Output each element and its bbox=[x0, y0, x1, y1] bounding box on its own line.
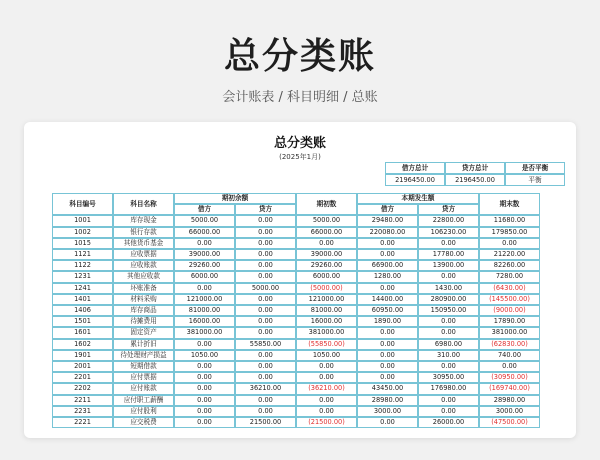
current-credit-cell: 0.00 bbox=[418, 271, 479, 282]
account-name-cell: 应交税费 bbox=[113, 417, 174, 428]
opening-credit-cell: 21500.00 bbox=[235, 417, 296, 428]
opening-debit-cell: 0.00 bbox=[174, 395, 235, 406]
ending-number-cell: (6430.00) bbox=[479, 283, 540, 294]
current-debit-cell: 14400.00 bbox=[357, 294, 418, 305]
opening-number-cell: 0.00 bbox=[296, 238, 357, 249]
account-name-cell: 库存商品 bbox=[113, 305, 174, 316]
current-debit-cell: 60950.00 bbox=[357, 305, 418, 316]
ending-number-cell: 0.00 bbox=[479, 361, 540, 372]
opening-credit-cell: 0.00 bbox=[235, 294, 296, 305]
opening-credit-cell: 0.00 bbox=[235, 238, 296, 249]
current-debit-cell: 28980.00 bbox=[357, 395, 418, 406]
current-debit-cell: 220080.00 bbox=[357, 227, 418, 238]
current-debit-cell: 43450.00 bbox=[357, 383, 418, 394]
ending-number-header: 期末数 bbox=[479, 193, 540, 215]
opening-debit-cell: 39000.00 bbox=[174, 249, 235, 260]
account-name-cell: 银行存款 bbox=[113, 227, 174, 238]
opening-debit-cell: 66000.00 bbox=[174, 227, 235, 238]
current-debit-cell: 1890.00 bbox=[357, 316, 418, 327]
account-code-cell: 2231 bbox=[52, 406, 113, 417]
opening-credit-cell: 0.00 bbox=[235, 406, 296, 417]
account-name-cell: 应付职工薪酬 bbox=[113, 395, 174, 406]
table-row bbox=[52, 316, 540, 327]
opening-debit-cell: 0.00 bbox=[174, 383, 235, 394]
ending-number-cell: (30950.00) bbox=[479, 372, 540, 383]
current-debit-cell: 0.00 bbox=[357, 238, 418, 249]
current-debit-cell: 29480.00 bbox=[357, 215, 418, 226]
table-row bbox=[52, 260, 540, 271]
ending-number-cell: 0.00 bbox=[479, 238, 540, 249]
account-name-cell: 应付股利 bbox=[113, 406, 174, 417]
account-name-cell: 应收票据 bbox=[113, 249, 174, 260]
account-name-cell: 坏账准备 bbox=[113, 283, 174, 294]
account-code-cell: 1406 bbox=[52, 305, 113, 316]
account-code-cell: 2001 bbox=[52, 361, 113, 372]
ledger-body bbox=[52, 215, 540, 428]
opening-number-cell: (36210.00) bbox=[296, 383, 357, 394]
current-credit-cell: 0.00 bbox=[418, 316, 479, 327]
opening-debit-cell: 0.00 bbox=[174, 372, 235, 383]
current-debit-cell: 0.00 bbox=[357, 372, 418, 383]
opening-number-cell: 16000.00 bbox=[296, 316, 357, 327]
account-name-cell: 其他应收款 bbox=[113, 271, 174, 282]
ending-number-cell: 17890.00 bbox=[479, 316, 540, 327]
table-row bbox=[52, 271, 540, 282]
current-credit-cell: 6980.00 bbox=[418, 339, 479, 350]
opening-number-cell: 0.00 bbox=[296, 406, 357, 417]
opening-debit-cell: 1050.00 bbox=[174, 350, 235, 361]
opening-debit-cell: 81000.00 bbox=[174, 305, 235, 316]
table-row bbox=[52, 305, 540, 316]
balance-summary-table bbox=[385, 162, 565, 186]
opening-number-cell: 121000.00 bbox=[296, 294, 357, 305]
account-name-cell: 固定资产 bbox=[113, 327, 174, 338]
account-code-cell: 1241 bbox=[52, 283, 113, 294]
account-name-cell: 应收账款 bbox=[113, 260, 174, 271]
ledger-sheet bbox=[24, 122, 576, 438]
opening-number-cell: (5000.00) bbox=[296, 283, 357, 294]
opening-debit-cell: 29260.00 bbox=[174, 260, 235, 271]
debit-total-header: 借方总计 bbox=[385, 162, 445, 174]
current-credit-cell: 17780.00 bbox=[418, 249, 479, 260]
ending-number-cell: 179850.00 bbox=[479, 227, 540, 238]
account-name-cell: 累计折旧 bbox=[113, 339, 174, 350]
opening-credit-cell: 0.00 bbox=[235, 260, 296, 271]
account-code-cell: 1015 bbox=[52, 238, 113, 249]
opening-debit-cell: 0.00 bbox=[174, 361, 235, 372]
credit-total-value: 2196450.00 bbox=[445, 174, 505, 186]
debit-total-value: 2196450.00 bbox=[385, 174, 445, 186]
table-row bbox=[52, 215, 540, 226]
opening-credit-cell: 0.00 bbox=[235, 316, 296, 327]
balanced-value: 平衡 bbox=[505, 174, 565, 186]
opening-number-cell: 6000.00 bbox=[296, 271, 357, 282]
table-row bbox=[52, 283, 540, 294]
balanced-header: 是否平衡 bbox=[505, 162, 565, 174]
opening-credit-cell: 0.00 bbox=[235, 227, 296, 238]
ending-number-cell: 11680.00 bbox=[479, 215, 540, 226]
ending-number-cell: 740.00 bbox=[479, 350, 540, 361]
current-credit-cell: 30950.00 bbox=[418, 372, 479, 383]
table-row bbox=[52, 372, 540, 383]
opening-number-cell: 0.00 bbox=[296, 395, 357, 406]
current-credit-cell: 150950.00 bbox=[418, 305, 479, 316]
opening-number-cell: 0.00 bbox=[296, 372, 357, 383]
account-code-cell: 1121 bbox=[52, 249, 113, 260]
account-name-cell: 短期借款 bbox=[113, 361, 174, 372]
current-credit-cell: 310.00 bbox=[418, 350, 479, 361]
opening-credit-cell: 0.00 bbox=[235, 327, 296, 338]
table-row bbox=[52, 249, 540, 260]
opening-debit-cell: 6000.00 bbox=[174, 271, 235, 282]
ledger-table bbox=[52, 193, 540, 428]
current-credit-cell: 13900.00 bbox=[418, 260, 479, 271]
opening-credit-cell: 0.00 bbox=[235, 395, 296, 406]
current-credit-cell: 1430.00 bbox=[418, 283, 479, 294]
opening-number-header: 期初数 bbox=[296, 193, 357, 215]
current-credit-header: 贷方 bbox=[418, 204, 479, 215]
current-debit-cell: 66900.00 bbox=[357, 260, 418, 271]
name-header: 科目名称 bbox=[113, 193, 174, 215]
current-credit-cell: 22800.00 bbox=[418, 215, 479, 226]
opening-number-cell: 1050.00 bbox=[296, 350, 357, 361]
current-credit-cell: 0.00 bbox=[418, 238, 479, 249]
opening-debit-cell: 16000.00 bbox=[174, 316, 235, 327]
ending-number-cell: 7280.00 bbox=[479, 271, 540, 282]
opening-debit-cell: 0.00 bbox=[174, 417, 235, 428]
current-period-header: 本期发生额 bbox=[357, 193, 479, 204]
ending-number-cell: (145500.00) bbox=[479, 294, 540, 305]
current-debit-cell: 0.00 bbox=[357, 417, 418, 428]
table-row bbox=[52, 417, 540, 428]
ending-number-cell: (9000.00) bbox=[479, 305, 540, 316]
opening-credit-cell: 5000.00 bbox=[235, 283, 296, 294]
opening-debit-cell: 0.00 bbox=[174, 406, 235, 417]
code-header: 科目编号 bbox=[52, 193, 113, 215]
opening-debit-cell: 0.00 bbox=[174, 283, 235, 294]
table-row bbox=[52, 339, 540, 350]
table-row bbox=[52, 227, 540, 238]
account-code-cell: 2211 bbox=[52, 395, 113, 406]
sheet-period: (2025年1月) bbox=[279, 153, 321, 161]
account-code-cell: 1002 bbox=[52, 227, 113, 238]
opening-debit-cell: 0.00 bbox=[174, 238, 235, 249]
ending-number-cell: (62830.00) bbox=[479, 339, 540, 350]
opening-credit-cell: 0.00 bbox=[235, 350, 296, 361]
current-debit-cell: 0.00 bbox=[357, 361, 418, 372]
opening-credit-cell: 0.00 bbox=[235, 372, 296, 383]
current-credit-cell: 176980.00 bbox=[418, 383, 479, 394]
banner-subtitle: 会计账表 / 科目明细 / 总账 bbox=[222, 90, 378, 105]
account-code-cell: 1501 bbox=[52, 316, 113, 327]
account-name-cell: 应付票据 bbox=[113, 372, 174, 383]
ending-number-cell: 28980.00 bbox=[479, 395, 540, 406]
account-code-cell: 1001 bbox=[52, 215, 113, 226]
opening-balance-header: 期初余额 bbox=[174, 193, 296, 204]
account-name-cell: 待处理财产损益 bbox=[113, 350, 174, 361]
opening-credit-cell: 0.00 bbox=[235, 215, 296, 226]
opening-debit-cell: 121000.00 bbox=[174, 294, 235, 305]
account-code-cell: 1122 bbox=[52, 260, 113, 271]
current-debit-cell: 0.00 bbox=[357, 283, 418, 294]
current-credit-cell: 0.00 bbox=[418, 361, 479, 372]
table-row bbox=[52, 406, 540, 417]
table-row bbox=[52, 238, 540, 249]
opening-debit-cell: 381000.00 bbox=[174, 327, 235, 338]
ending-number-cell: (47500.00) bbox=[479, 417, 540, 428]
account-name-cell: 材料采购 bbox=[113, 294, 174, 305]
current-credit-cell: 0.00 bbox=[418, 395, 479, 406]
current-credit-cell: 0.00 bbox=[418, 327, 479, 338]
opening-number-cell: 0.00 bbox=[296, 361, 357, 372]
account-code-cell: 2201 bbox=[52, 372, 113, 383]
opening-number-cell: 5000.00 bbox=[296, 215, 357, 226]
opening-credit-cell: 0.00 bbox=[235, 361, 296, 372]
ending-number-cell: 82260.00 bbox=[479, 260, 540, 271]
opening-credit-cell: 0.00 bbox=[235, 305, 296, 316]
opening-debit-header: 借方 bbox=[174, 204, 235, 215]
account-code-cell: 1901 bbox=[52, 350, 113, 361]
table-row bbox=[52, 361, 540, 372]
opening-number-cell: 81000.00 bbox=[296, 305, 357, 316]
opening-number-cell: (21500.00) bbox=[296, 417, 357, 428]
table-row bbox=[52, 350, 540, 361]
account-name-cell: 应付账款 bbox=[113, 383, 174, 394]
opening-credit-cell: 0.00 bbox=[235, 271, 296, 282]
opening-debit-cell: 5000.00 bbox=[174, 215, 235, 226]
current-debit-header: 借方 bbox=[357, 204, 418, 215]
current-credit-cell: 0.00 bbox=[418, 406, 479, 417]
opening-credit-cell: 36210.00 bbox=[235, 383, 296, 394]
opening-number-cell: 29260.00 bbox=[296, 260, 357, 271]
current-credit-cell: 280900.00 bbox=[418, 294, 479, 305]
ending-number-cell: 381000.00 bbox=[479, 327, 540, 338]
table-row bbox=[52, 327, 540, 338]
current-credit-cell: 26000.00 bbox=[418, 417, 479, 428]
account-name-cell: 待摊费用 bbox=[113, 316, 174, 327]
opening-credit-header: 贷方 bbox=[235, 204, 296, 215]
current-debit-cell: 3000.00 bbox=[357, 406, 418, 417]
opening-number-cell: 381000.00 bbox=[296, 327, 357, 338]
opening-number-cell: 66000.00 bbox=[296, 227, 357, 238]
current-debit-cell: 0.00 bbox=[357, 339, 418, 350]
opening-credit-cell: 55850.00 bbox=[235, 339, 296, 350]
account-name-cell: 其他货币基金 bbox=[113, 238, 174, 249]
opening-number-cell: (55850.00) bbox=[296, 339, 357, 350]
current-debit-cell: 0.00 bbox=[357, 249, 418, 260]
account-code-cell: 1231 bbox=[52, 271, 113, 282]
account-name-cell: 库存现金 bbox=[113, 215, 174, 226]
account-code-cell: 1602 bbox=[52, 339, 113, 350]
banner-title: 总分类账 bbox=[223, 36, 376, 77]
account-code-cell: 2221 bbox=[52, 417, 113, 428]
account-code-cell: 2202 bbox=[52, 383, 113, 394]
sheet-title: 总分类账 bbox=[273, 136, 326, 151]
opening-credit-cell: 0.00 bbox=[235, 249, 296, 260]
ending-number-cell: (169740.00) bbox=[479, 383, 540, 394]
table-row bbox=[52, 294, 540, 305]
table-row bbox=[52, 383, 540, 394]
account-code-cell: 1601 bbox=[52, 327, 113, 338]
account-code-cell: 1401 bbox=[52, 294, 113, 305]
current-debit-cell: 0.00 bbox=[357, 350, 418, 361]
opening-debit-cell: 0.00 bbox=[174, 339, 235, 350]
current-debit-cell: 0.00 bbox=[357, 327, 418, 338]
credit-total-header: 贷方总计 bbox=[445, 162, 505, 174]
table-row bbox=[52, 395, 540, 406]
current-debit-cell: 1280.00 bbox=[357, 271, 418, 282]
opening-number-cell: 39000.00 bbox=[296, 249, 357, 260]
current-credit-cell: 106230.00 bbox=[418, 227, 479, 238]
ending-number-cell: 3000.00 bbox=[479, 406, 540, 417]
ending-number-cell: 21220.00 bbox=[479, 249, 540, 260]
